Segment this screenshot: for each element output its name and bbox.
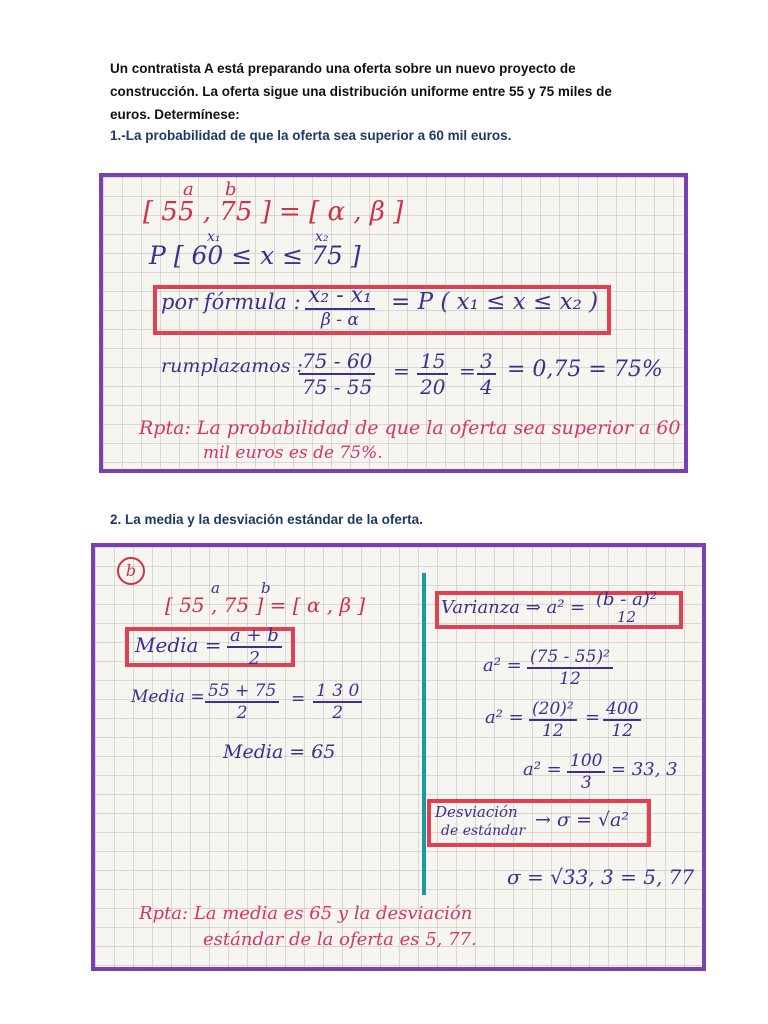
formula-numerator: x₂ - x₁ [305,283,375,310]
media-calc-denominator-2: 2 [332,703,344,723]
media-calc-label: Media = [131,687,205,707]
equals-sign: = [393,359,410,383]
deviation-result: σ = √33, 3 = 5, 77 [507,865,695,889]
media-numerator: a + b [227,625,282,648]
variance-step-2-numerator-2: 400 [603,699,641,721]
label-b: b [225,179,237,200]
formula-denominator: β - α [321,310,359,330]
label-x2: x₂ [315,229,329,245]
replace-fraction-3 [477,349,496,399]
media-fraction [227,625,282,669]
media-result: Media = 65 [223,741,336,763]
handwritten-solution-1 [99,173,688,473]
problem-line-3: euros. Determínese: [110,107,240,122]
label-b: b [261,579,271,597]
replace-denominator-2: 20 [420,375,446,399]
handwritten-solution-2 [91,543,706,971]
variance-step-3-numerator: 100 [567,751,605,773]
media-calc-fraction-1 [205,681,279,723]
media-calc-denominator-1: 2 [236,703,248,723]
label-a: a [183,179,194,200]
label-x1: x₁ [207,229,221,245]
variance-fraction [593,589,660,626]
equals-sign: = [585,707,601,728]
variance-step-2-denominator: 12 [542,721,564,741]
equals-sign: = [291,689,306,709]
question-1: 1.-La probabilidad de que la oferta sea superior a 60 mil euros. [110,128,512,143]
probability-expression: P [ 60 ≤ x ≤ 75 ] [149,241,361,270]
variance-step-2-fraction [529,699,577,741]
deviation-formula: → σ = √a² [535,809,629,831]
replace-result: = 0,75 = 75% [507,357,663,382]
replace-numerator-2: 15 [417,349,448,375]
media-calc-fraction-2 [313,681,362,723]
variance-step-1-fraction [527,647,613,689]
variance-step-3-fraction [567,751,605,793]
problem-line-1: Un contratista A está preparando una oferta sobre un nuevo proyecto de [110,61,576,76]
replace-label: rumplazamos : [161,355,303,377]
variance-step-1-denominator: 12 [559,669,581,689]
formula-fraction [305,283,375,330]
variance-step-1-lhs: a² = [483,655,522,676]
replace-denominator-1: 75 - 55 [302,375,373,399]
question-2: 2. La media y la desviación estándar de la oferta. [110,512,423,527]
media-label: Media = [135,633,222,657]
problem-line-2: construcción. La oferta sigue una distribución uniforme entre 55 y 75 miles de [110,84,612,99]
variance-step-3-lhs: a² = [523,759,562,780]
variance-numerator: (b - a)² [596,589,658,610]
replace-numerator-1: 75 - 60 [299,349,375,375]
replace-fraction-1 [299,349,375,399]
part-label: b [117,557,145,585]
formula-label: por fórmula : [161,290,301,314]
column-divider [422,573,426,895]
media-calc-numerator-1: 55 + 75 [205,681,279,703]
media-calc-numerator-2: 1 3 0 [313,681,362,703]
variance-step-3-denominator: 3 [580,773,592,793]
interval-equation: [ 55 , 75 ] = [ α , β ] [143,197,404,227]
variance-step-2-numerator: (20)² [529,699,577,721]
deviation-label-1: Desviación [435,803,518,821]
media-denominator: 2 [248,648,261,669]
equals-sign: = [459,359,476,383]
interval-equation: [ 55 , 75 ] = [ α , β ] [165,593,366,617]
deviation-label-2: de estándar [441,823,526,839]
variance-label: Varianza ⇒ a² = [441,597,586,618]
variance-step-2-fraction-2 [603,699,641,741]
replace-denominator-3: 4 [480,375,493,399]
variance-step-3-result: = 33, 3 [611,759,678,780]
formula-rhs: = P ( x₁ ≤ x ≤ x₂ ) [391,289,599,315]
variance-step-2-denominator-2: 12 [611,721,634,741]
answer-line-2: estándar de la oferta es 5, 77. [203,929,477,950]
replace-numerator-3: 3 [477,349,496,375]
answer-line-2: mil euros es de 75%. [203,443,383,463]
answer-line-1: Rpta: La probabilidad de que la oferta sea superior a 60 [139,417,681,439]
replace-fraction-2 [417,349,448,399]
variance-denominator: 12 [616,608,637,626]
label-a: a [211,579,220,597]
variance-step-2-lhs: a² = [485,707,524,728]
problem-statement [110,57,670,126]
variance-step-1-numerator: (75 - 55)² [527,647,613,669]
answer-line-1: Rpta: La media es 65 y la desviación [139,903,473,924]
